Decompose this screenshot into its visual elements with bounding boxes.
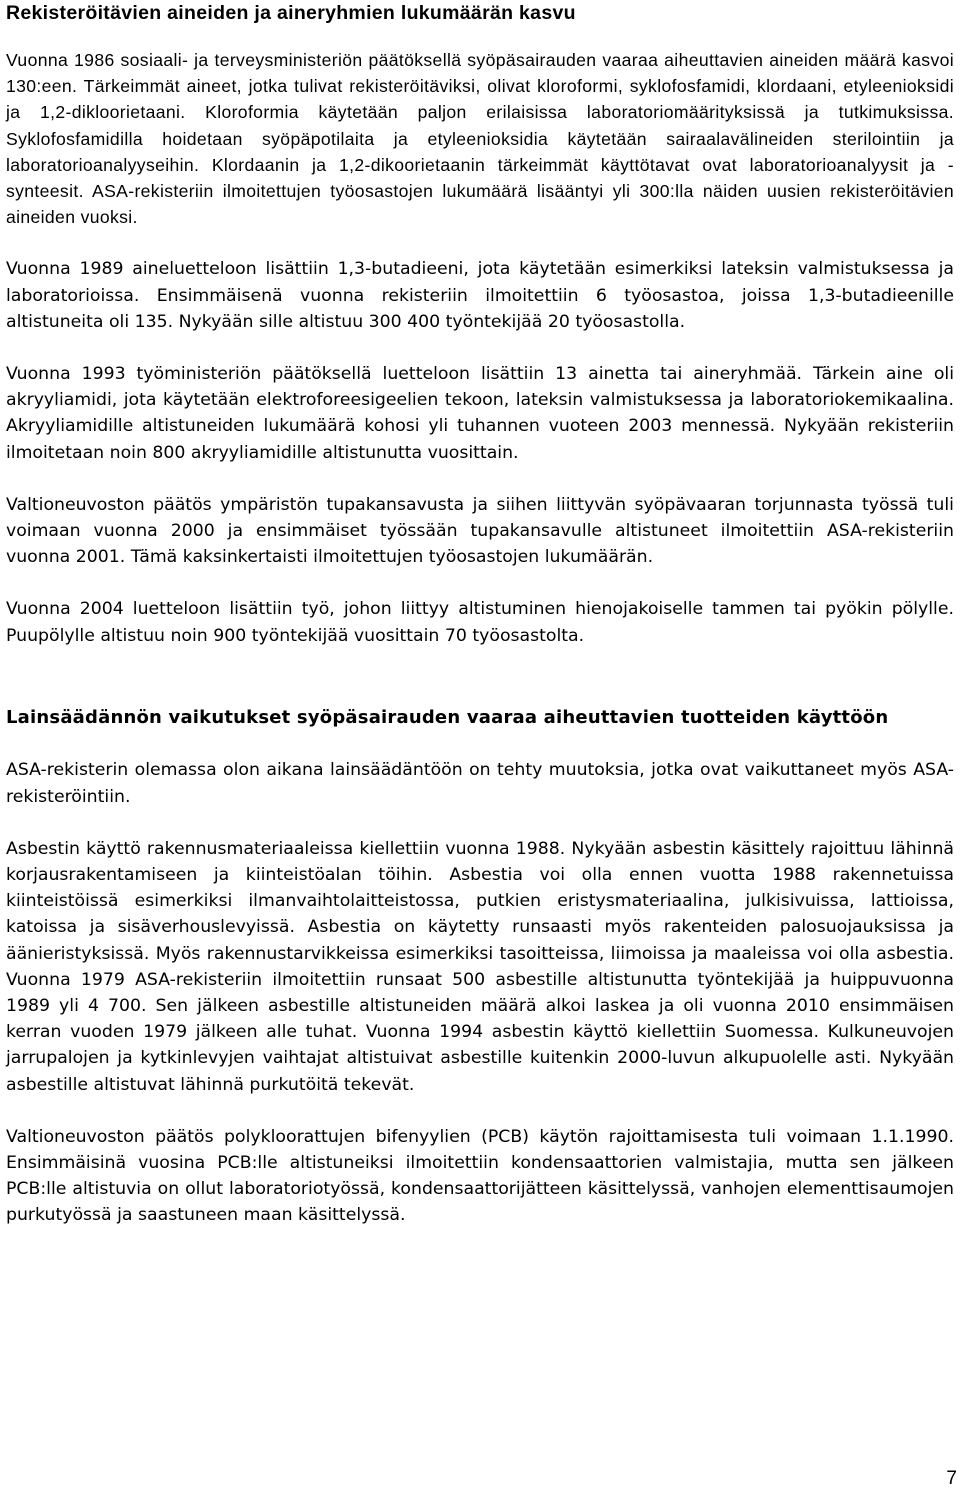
section-heading-legislation: Lainsäädännön vaikutukset syöpäsairauden vaaraa aiheuttavien tuotteiden käyttöön xyxy=(6,706,889,728)
document-page xyxy=(6,0,954,1229)
paragraph-asbestos: Asbestin käyttö rakennusmateriaaleissa kiellettiin vuonna 1988. Nykyään asbestin käsittely rajoittuu lähinnä korjausrakentamiseen ja kiinteistöalan töihin. Asbestia voi olla ennen vuotta 1988 rakennetuissa kiinteistöissä esimerkiksi ilmanvaihtolaitteistossa, putkien eristysmateriaalina, julkisivuissa, lattioissa, katoissa ja sisäverhouslevyissä. Asbestia on käytetty runsaasti myös rakenteiden palosuojauksissa ja äänieristyksissä. Myös rakennustarvikkeissa esimerkiksi tasoitteissa, liimoissa ja maaleissa voi olla asbestia. Vuonna 1979 ASA-rekisteriin ilmoitettiin runsaat 500 asbestille altistunutta työntekijää ja huippuvuonna 1989 yli 4 700. Sen jälkeen asbestille altistuneiden määrä alkoi laskea ja oli vuonna 2010 ensimmäisen kerran vuoden 1979 jälkeen alle tuhat. Vuonna 1994 asbestin käyttö kiellettiin Suomessa. Kulkuneuvojen jarrupalojen ja kytkinlevyjen vaihtajat altistuivat asbestille kuitenkin 2000-luvun alkupuolelle asti. Nykyään asbestille altistuvat lähinnä purkutöitä tekevät. xyxy=(6,838,954,1095)
paragraph-1986-additions: Vuonna 1986 sosiaali- ja terveysministeriön päätöksellä syöpäsairauden vaaraa aiheuttavien aineiden määrä kasvoi 130:een. Tärkeimmät aineet, jotka tulivat rekisteröitäviksi, olivat kloroformi, syklofosfamidi, klordaani, etyleenioksidi ja 1,2-dikloorietaani. Kloroformia käytetään paljon erilaisissa laboratoriomäärityksissä ja tutkimuksissa. Syklofosfamidilla hoidetaan syöpäpotilaita ja etyleenioksidia käytetään sairaalavälineiden sterilointiin ja laboratorioanalyyseihin. Klordaanin ja 1,2-dikoorietaanin tärkeimmät käyttötavat ovat laboratorioanalyysit ja -synteesit. ASA-rekisteriin ilmoitettujen työosastojen lukumäärä lisääntyi yli 300:lla näiden uusien rekisteröitävien aineiden vuoksi. xyxy=(6,50,954,228)
paragraph-1989-butadiene: Vuonna 1989 aineluetteloon lisättiin 1,3-butadieeni, jota käytetään esimerkiksi lateksin valmistuksessa ja laboratorioissa. Ensimmäisenä vuonna rekisteriin ilmoitettiin 6 työosastoa, joissa 1,3-butadieenille altistuneita oli 135. Nykyään sille altistuu 300 400 työntekijää 20 työosastolla. xyxy=(6,259,954,332)
page-title: Rekisteröitävien aineiden ja aineryhmien lukumäärän kasvu xyxy=(6,2,576,24)
paragraph-pcb: Valtioneuvoston päätös polykloorattujen bifenyylien (PCB) käytön rajoittamisesta tuli voimaan 1.1.1990. Ensimmäisinä vuosina PCB:lle altistuneiksi ilmoitettiin kondensaattorien valmistajia, mutta sen jälkeen PCB:lle altistuvia on ollut laboratoriotyössä, kondensaattorijätteen käsittelyssä, vanhojen elementtisaumojen purkutyössä ja saastuneen maan käsittelyssä. xyxy=(6,1126,954,1226)
paragraph-2004-wood-dust: Vuonna 2004 luetteloon lisättiin työ, johon liittyy altistuminen hienojakoiselle tammen tai pyökin pölylle. Puupölylle altistuu noin 900 työntekijää vuosittain 70 työosastolta. xyxy=(6,599,954,646)
paragraph-tobacco-smoke: Valtioneuvoston päätös ympäristön tupakansavusta ja siihen liittyvän syöpävaaran torjunnasta työssä tuli voimaan vuonna 2000 ja ensimmäiset työssään tupakansavulle altistuneet ilmoitettiin ASA-rekisteriin vuonna 2001. Tämä kaksinkertaisti ilmoitettujen työosastojen lukumäärän. xyxy=(6,494,954,568)
page-number: 7 xyxy=(946,1468,957,1489)
paragraph-1993-acrylamide: Vuonna 1993 työministeriön päätöksellä luetteloon lisättiin 13 ainetta tai aineryhmää. Tärkein aine oli akryyliamidi, jota käytetään elektroforeesigeelien tekoon, lateksin valmistuksessa ja laboratoriokemikaalina. Akryyliamidille altistuneiden lukumäärä kohosi yli tuhannen vuoteen 2003 mennessä. Nykyään rekisteriin ilmoitetaan noin 800 akryyliamidille altistunutta vuosittain. xyxy=(6,364,954,463)
paragraph-legislation-intro: ASA-rekisterin olemassa olon aikana lainsäädäntöön on tehty muutoksia, jotka ovat vaikuttaneet myös ASA-rekisteröintiin. xyxy=(6,760,954,807)
